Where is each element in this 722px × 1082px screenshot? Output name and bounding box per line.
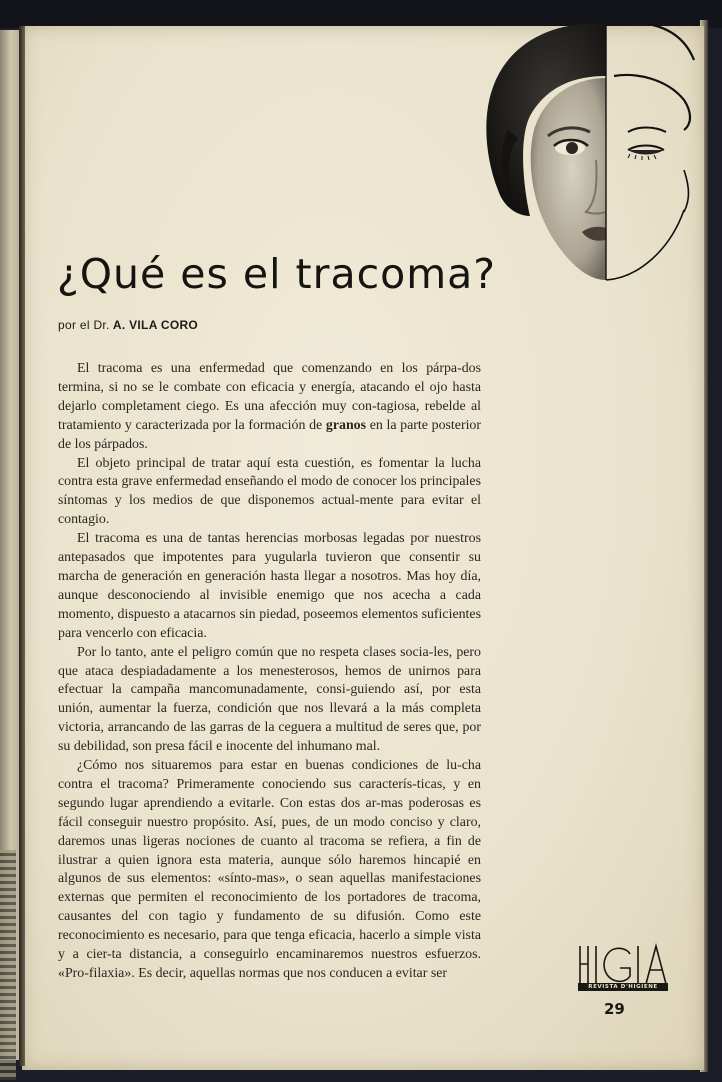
paragraph-4: Por lo tanto, ante el peligro común que no respeta clases socia-les, pero que ataca despiadadamente a los menesterosos, hemos de unirnos para efectuar la campaña mancomunadamente, consi-guiendo así, por esta unión, aumentar la fuerza, condición que nos llevará a la más completa victoria, arrancando de las garras de la ceguera a multitud de seres que, por su debilidad, son presa fácil e inocente del inhumano mal. (58, 644, 481, 755)
paragraph-1-text: El tracoma es una enfermedad que comenzando en los párpa-dos termina, si no se le combate con eficacia y energía, atacando el ojo hasta dejarlo completament ciego. Es una afección muy con-tagiosa, rebelde al tratamiento y caracterizada por la formación de (58, 361, 481, 433)
magazine-subtitle: REVISTA D'HIGIENE (578, 983, 668, 991)
paragraph-3: El tracoma es una de tantas herencias morbosas legadas por nuestros antepasados que impotentes para yugularla tuvieron que consentir su marcha de generación en generación hasta llegar a nosotros. Mas hoy día, aunque desconociendo al invisible enemigo que nos acecha a cada momento, dispuesto a atacarnos sin piedad, poseemos elementos suficientes para vencerlo con eficacia. (58, 531, 481, 641)
byline (58, 318, 198, 332)
paragraph-1-end: en la parte posterior de los párpados. (58, 417, 481, 452)
paragraph-1 (58, 360, 481, 455)
previous-page-edge (0, 30, 21, 1060)
article-body (58, 360, 481, 984)
author-name: A. VILA CORO (112, 318, 199, 332)
page-number: 29 (604, 1000, 625, 1018)
page-binding (19, 26, 25, 1066)
half-photo-half-drawing-face-icon (478, 20, 698, 282)
previous-page-illustration (0, 850, 16, 1080)
byline-prefix: por el Dr. (58, 318, 110, 332)
paragraph-2: El objeto principal de tratar aquí esta cuestión, es fomentar la lucha contra esta grave enfermedad enseñando el modo de conocer los principales síntomas y los medios de que disponemos actual-mente para evitar el contagio. (58, 455, 481, 528)
paragraph-5: ¿Cómo nos situaremos para estar en buenas condiciones de lu-cha contra el tracoma? Primeramente conociendo sus caracterís-ticas, y en segundo lugar aprendiendo a evitarle. Con estas dos ar-mas poderosas es fácil conseguir nuestro propósito. Así, pues, de un modo conciso y claro, daremos unas ligeras nociones de cuanto al tracoma se refiera, a fin de ilustrar a quien ignora esta materia, aunque sólo haremos hincapié en algunos de sus elementos: «sínto-mas», o sean aquellas manifestaciones externas que permiten el reconocimiento de los portadores de tracoma, causantes del con tagio y fundamento de su difusión. Como este reconocimiento es necesario, para que tenga eficacia, hacerlo a simple vista y a cier-ta distancia, a conseguirlo encaminaremos nuestros esfuerzos. «Pro-filaxia». Es decir, aquellas normas que nos conducen a evitar ser (58, 758, 481, 981)
article-title: ¿Qué es el tracoma? (57, 250, 497, 298)
paragraph-1-bold: granos (325, 417, 367, 433)
